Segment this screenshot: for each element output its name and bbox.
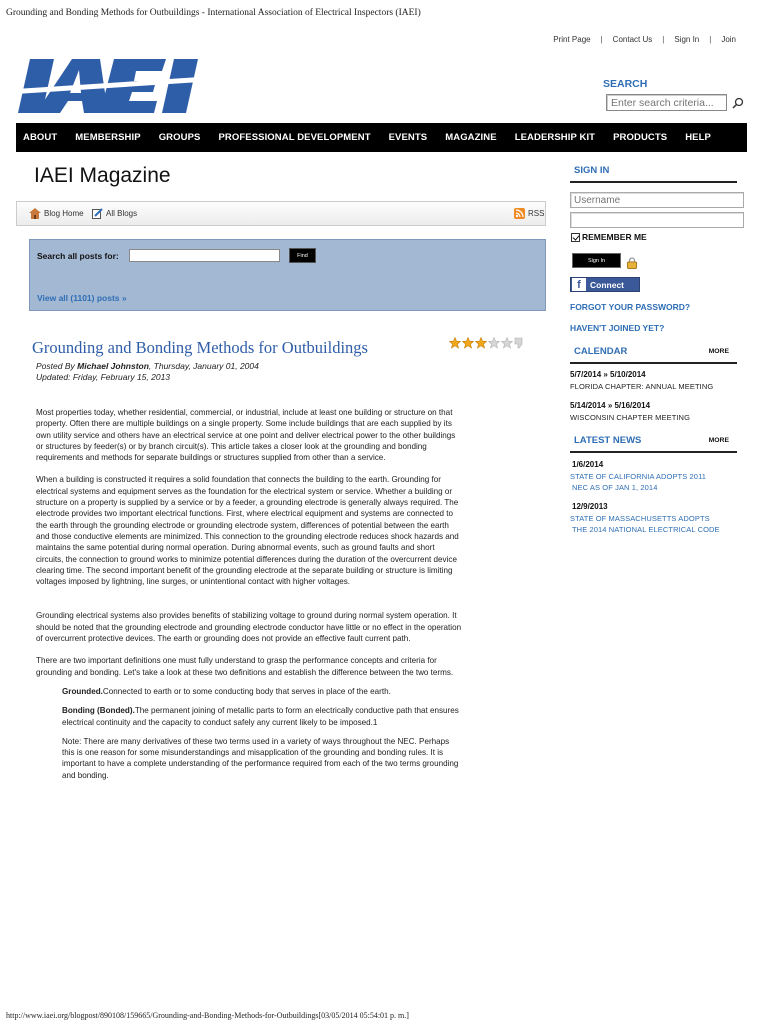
lock-icon bbox=[627, 256, 637, 274]
search-posts-panel bbox=[29, 239, 546, 311]
calendar-more-link[interactable]: MORE bbox=[708, 348, 729, 355]
news-title-line: STATE OF CALIFORNIA ADOPTS 2011 bbox=[570, 472, 707, 481]
facebook-icon: f bbox=[572, 278, 586, 291]
news-more-link[interactable]: MORE bbox=[708, 437, 729, 444]
thumbs-down-icon[interactable] bbox=[514, 337, 526, 349]
article-paragraph: There are two important definitions one must fully understand to grasp the performance concepts and criteria for grounding and bonding. Let's take a look at these two definitions and establish the difference between the two terms. bbox=[36, 656, 454, 677]
home-icon bbox=[29, 208, 41, 219]
posted-date: , Thursday, January 01, 2004 bbox=[148, 361, 259, 371]
password-field[interactable] bbox=[570, 212, 744, 228]
not-joined-link[interactable]: HAVEN'T JOINED YET? bbox=[570, 323, 665, 333]
all-blogs-link[interactable] bbox=[92, 208, 137, 219]
blog-home-label: Blog Home bbox=[44, 209, 84, 218]
news-date: 12/9/2013 bbox=[572, 502, 608, 511]
document-footer: http://www.iaei.org/blogpost/890108/159665/Grounding-and-Bonding-Methods-for-Outbuildings[03/05/2014 05:54:01 p. m.] bbox=[6, 1011, 409, 1020]
posted-by-prefix: Posted By bbox=[36, 361, 75, 371]
print-page-link[interactable]: Print Page bbox=[553, 35, 591, 44]
view-all-posts-link[interactable]: View all (1101) posts » bbox=[37, 293, 127, 303]
contact-us-link[interactable]: Contact Us bbox=[612, 35, 653, 44]
latest-news-heading bbox=[570, 435, 737, 453]
facebook-connect-button[interactable] bbox=[570, 277, 640, 292]
search-posts-label: Search all posts for: bbox=[37, 251, 119, 261]
rss-icon bbox=[514, 208, 525, 219]
news-item-link[interactable] bbox=[570, 513, 720, 535]
document-title: Grounding and Bonding Methods for Outbuildings - International Association of Electrical Inspectors (IAEI) bbox=[6, 8, 421, 18]
nav-events[interactable]: EVENTS bbox=[388, 132, 428, 143]
main-nav bbox=[16, 123, 747, 152]
remember-me[interactable] bbox=[571, 232, 647, 242]
sign-in-link[interactable]: Sign In bbox=[674, 35, 700, 44]
calendar-event-title[interactable]: FLORIDA CHAPTER: ANNUAL MEETING bbox=[570, 382, 714, 391]
separator: | bbox=[600, 35, 603, 44]
separator: | bbox=[662, 35, 665, 44]
calendar-event-dates: 5/14/2014 » 5/16/2014 bbox=[570, 401, 651, 410]
nav-magazine[interactable]: MAGAZINE bbox=[445, 132, 497, 143]
forgot-password-link[interactable]: FORGOT YOUR PASSWORD? bbox=[570, 302, 691, 312]
star-filled-icon[interactable] bbox=[475, 337, 487, 349]
sign-in-button[interactable]: Sign In bbox=[572, 253, 621, 268]
calendar-event-dates: 5/7/2014 » 5/10/2014 bbox=[570, 370, 646, 379]
separator: | bbox=[709, 35, 712, 44]
signin-heading-label: SIGN IN bbox=[574, 165, 610, 176]
rating-stars[interactable] bbox=[449, 337, 526, 349]
nav-products[interactable]: PRODUCTS bbox=[613, 132, 668, 143]
search-input[interactable] bbox=[606, 94, 727, 111]
rss-label: RSS bbox=[528, 209, 545, 218]
star-empty-icon[interactable] bbox=[501, 337, 513, 349]
definition-text: Connected to earth or to some conducting body that serves in place of the earth. bbox=[102, 686, 391, 696]
definition-bonding bbox=[32, 705, 464, 728]
signin-heading bbox=[570, 165, 737, 183]
join-link[interactable]: Join bbox=[721, 35, 736, 44]
star-filled-icon[interactable] bbox=[449, 337, 461, 349]
definition-term: Bonding (Bonded). bbox=[62, 706, 135, 716]
iaei-logo[interactable] bbox=[16, 55, 200, 117]
facebook-connect-label: Connect bbox=[590, 279, 624, 290]
star-filled-icon[interactable] bbox=[462, 337, 474, 349]
nav-leadership-kit[interactable]: LEADERSHIP KIT bbox=[514, 132, 596, 143]
blog-toolbar bbox=[16, 201, 546, 226]
search-posts-input[interactable] bbox=[129, 249, 280, 262]
nav-help[interactable]: HELP bbox=[685, 132, 711, 143]
blog-home-link[interactable] bbox=[29, 208, 84, 219]
posted-by bbox=[36, 361, 259, 372]
news-title-line: STATE OF MASSACHUSETTS ADOPTS bbox=[570, 514, 710, 523]
nav-professional-development[interactable]: PROFESSIONAL DEVELOPMENT bbox=[218, 132, 371, 143]
blog-edit-icon bbox=[92, 208, 103, 219]
nav-about[interactable]: ABOUT bbox=[23, 132, 58, 143]
definition-grounded bbox=[32, 686, 464, 697]
all-blogs-label: All Blogs bbox=[106, 209, 138, 218]
article-note: Note: There are many derivatives of these two terms used in a variety of ways throughout the NEC. Perhaps this is one reason for some misunderstandings and misapplication of the grounding and bonding rules. It is important to have a complete understanding of the performance required from each of the two terms grounding and bonding. bbox=[62, 736, 459, 780]
calendar-heading-label: CALENDAR bbox=[574, 346, 628, 357]
post-meta bbox=[36, 361, 259, 383]
calendar-heading bbox=[570, 346, 737, 364]
page-title: IAEI Magazine bbox=[34, 164, 171, 187]
search-icon[interactable] bbox=[732, 96, 744, 108]
updated-date: Updated: Friday, February 15, 2013 bbox=[36, 372, 171, 382]
utility-links bbox=[553, 35, 736, 44]
post-title[interactable]: Grounding and Bonding Methods for Outbuildings bbox=[32, 338, 368, 357]
article-body bbox=[32, 407, 464, 781]
search-label: SEARCH bbox=[603, 78, 648, 90]
news-title-line: THE 2014 NATIONAL ELECTRICAL CODE bbox=[572, 525, 720, 534]
remember-me-label: REMEMBER ME bbox=[582, 232, 647, 242]
latest-news-heading-label: LATEST NEWS bbox=[574, 435, 642, 446]
post-author[interactable]: Michael Johnston bbox=[77, 361, 149, 371]
news-title-line: NEC AS OF JAN 1, 2014 bbox=[572, 483, 658, 492]
definition-text: The permanent joining of metallic parts to form an electrically conductive path that ensures electrical continuity and the capacity to conduct safely any current likely to be imposed.1 bbox=[62, 706, 459, 727]
news-item-link[interactable] bbox=[570, 471, 706, 493]
definition-term: Grounded. bbox=[62, 686, 103, 696]
article-paragraph: Most properties today, whether residential, commercial, or industrial, include at least one building or structure on that property. Often there are multiple buildings on a single property. Some include buildings that are each supplied by its own utility service and others have an electrical service at one point and deliver electrical power to the other buildings or structures by feeder(s) or by branch circuit(s). This article takes a closer look at the grounding and bonding requirements and methods for separate buildings or structures supplied from other than a service. bbox=[36, 408, 456, 463]
star-empty-icon[interactable] bbox=[488, 337, 500, 349]
nav-groups[interactable]: GROUPS bbox=[158, 132, 201, 143]
news-date: 1/6/2014 bbox=[572, 460, 604, 469]
calendar-event-title[interactable]: WISCONSIN CHAPTER MEETING bbox=[570, 413, 691, 422]
article-paragraph: Grounding electrical systems also provides benefits of stabilizing voltage to ground during normal system operation. It should be noted that the grounding electrode and grounding electrode conductor have little or no effect in the operation of overcurrent protective devices. The earth or grounding does not provide an effective fault current path. bbox=[36, 611, 462, 644]
article-paragraph: When a building is constructed it requires a solid foundation that connects the building to the earth. Grounding for electrical systems and equipment serves as the foundation for the electrical system or service. Whether a building or structure on a property is supplied by a service or by a feeder, a grounding electrode is generally always required. The electrode provides two important electrical functions. First, where electrical equipment and systems are connected to the earth through the grounding electrode or grounding electrode system, differences of potential between the earth and those conductive elements are minimized. This connection to the grounding electrode reduces shock hazards and maintains the same potential during normal operation. During abnormal events, such as ground faults and short circuits, the connection to ground works to minimize potential differences during the duration of the overcurrent device clearing time. The second important benefit of the grounding electrode at the separate building or structure is limiting voltages imposed by lightning, line surges, or unintentional contact with higher voltages. bbox=[36, 475, 459, 587]
nav-membership[interactable]: MEMBERSHIP bbox=[75, 132, 141, 143]
username-field[interactable] bbox=[570, 192, 744, 208]
remember-me-checkbox[interactable] bbox=[571, 233, 580, 242]
find-button[interactable]: Find bbox=[289, 248, 316, 263]
rss-link[interactable] bbox=[514, 208, 544, 219]
